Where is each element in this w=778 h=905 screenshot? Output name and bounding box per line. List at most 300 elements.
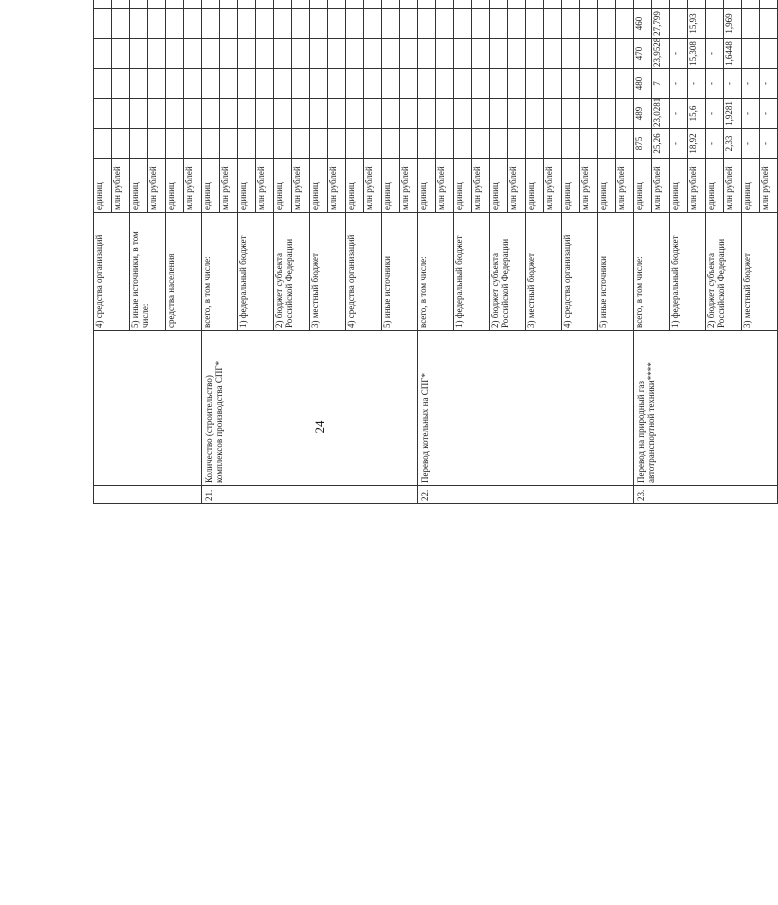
value-cell <box>634 0 652 9</box>
value-cell <box>238 39 256 69</box>
value-cell <box>454 39 472 69</box>
unit-cell: млн рублей <box>436 159 454 213</box>
value-cell <box>472 129 490 159</box>
value-cell <box>346 69 364 99</box>
value-cell <box>346 39 364 69</box>
funding-source: 4) средства организаций <box>346 213 382 331</box>
value-cell <box>616 9 634 39</box>
value-cell: 23,9528 <box>652 39 670 69</box>
value-cell <box>490 129 508 159</box>
value-cell <box>436 39 454 69</box>
value-cell <box>274 129 292 159</box>
value-cell: - <box>706 69 724 99</box>
unit-cell: млн рублей <box>472 159 490 213</box>
table-row <box>94 0 112 504</box>
value-cell <box>472 69 490 99</box>
value-cell <box>148 69 166 99</box>
value-cell <box>670 0 688 9</box>
value-cell: - <box>706 99 724 129</box>
funding-source: всего, в том числе: <box>634 213 670 331</box>
value-cell <box>148 39 166 69</box>
value-cell <box>382 39 400 69</box>
value-cell <box>760 0 778 9</box>
value-cell <box>328 0 346 9</box>
value-cell <box>418 69 436 99</box>
value-cell <box>436 9 454 39</box>
unit-cell: единиц <box>598 159 616 213</box>
value-cell <box>184 129 202 159</box>
value-cell <box>598 69 616 99</box>
value-cell: - <box>706 129 724 159</box>
unit-cell: млн рублей <box>400 159 418 213</box>
value-cell <box>382 129 400 159</box>
value-cell <box>760 39 778 69</box>
value-cell <box>508 39 526 69</box>
value-cell <box>364 9 382 39</box>
unit-cell: единиц <box>490 159 508 213</box>
unit-cell: млн рублей <box>616 159 634 213</box>
value-cell <box>292 9 310 39</box>
table-body <box>94 0 778 504</box>
value-cell <box>490 39 508 69</box>
value-cell <box>130 99 148 129</box>
value-cell <box>598 9 616 39</box>
value-cell <box>364 0 382 9</box>
value-cell <box>562 69 580 99</box>
value-cell <box>220 99 238 129</box>
value-cell <box>202 9 220 39</box>
unit-cell: единиц <box>562 159 580 213</box>
unit-cell: единиц <box>130 159 148 213</box>
value-cell: 7 <box>652 69 670 99</box>
value-cell <box>94 69 112 99</box>
funding-source: 5) иные источники <box>382 213 418 331</box>
value-cell <box>544 69 562 99</box>
value-cell <box>346 129 364 159</box>
value-cell: 480 <box>634 69 652 99</box>
value-cell <box>94 0 112 9</box>
value-cell: - <box>670 69 688 99</box>
value-cell: 470 <box>634 39 652 69</box>
value-cell <box>346 9 364 39</box>
funding-source: 2) бюджет субъекта Российской Федерации <box>706 213 742 331</box>
unit-cell: единиц <box>454 159 472 213</box>
value-cell <box>238 9 256 39</box>
unit-cell: млн рублей <box>364 159 382 213</box>
unit-cell: млн рублей <box>724 159 742 213</box>
value-cell <box>364 99 382 129</box>
value-cell <box>472 39 490 69</box>
value-cell <box>112 9 130 39</box>
value-cell <box>166 129 184 159</box>
value-cell <box>112 99 130 129</box>
unit-cell: единиц <box>94 159 112 213</box>
value-cell <box>436 69 454 99</box>
value-cell <box>328 129 346 159</box>
unit-cell: единиц <box>166 159 184 213</box>
value-cell <box>310 9 328 39</box>
value-cell <box>400 99 418 129</box>
section-title: Количество (строительство) комплексов производства СПГ* <box>202 331 418 486</box>
value-cell <box>526 69 544 99</box>
value-cell <box>616 99 634 129</box>
value-cell <box>688 0 706 9</box>
value-cell <box>292 69 310 99</box>
value-cell <box>742 9 760 39</box>
value-cell <box>292 129 310 159</box>
value-cell <box>148 129 166 159</box>
value-cell <box>256 9 274 39</box>
value-cell: 1,6448 <box>724 39 742 69</box>
value-cell: - <box>670 129 688 159</box>
value-cell <box>580 0 598 9</box>
value-cell <box>652 0 670 9</box>
value-cell <box>274 69 292 99</box>
funding-source: 2) бюджет субъекта Российской Федерации <box>274 213 310 331</box>
value-cell: - <box>706 39 724 69</box>
value-cell <box>130 9 148 39</box>
value-cell <box>670 9 688 39</box>
value-cell <box>526 129 544 159</box>
value-cell <box>742 39 760 69</box>
value-cell <box>274 0 292 9</box>
value-cell <box>310 0 328 9</box>
value-cell <box>94 129 112 159</box>
value-cell: - <box>670 99 688 129</box>
value-cell <box>616 0 634 9</box>
value-cell <box>148 9 166 39</box>
value-cell <box>580 39 598 69</box>
value-cell <box>364 69 382 99</box>
value-cell <box>418 39 436 69</box>
value-cell <box>472 9 490 39</box>
value-cell <box>112 39 130 69</box>
funding-source: 3) местный бюджет <box>310 213 346 331</box>
value-cell <box>544 39 562 69</box>
value-cell <box>130 129 148 159</box>
value-cell <box>220 39 238 69</box>
value-cell <box>382 99 400 129</box>
value-cell <box>310 99 328 129</box>
value-cell <box>328 99 346 129</box>
value-cell <box>184 69 202 99</box>
unit-cell: единиц <box>202 159 220 213</box>
value-cell <box>580 9 598 39</box>
unit-cell: млн рублей <box>760 159 778 213</box>
value-cell <box>454 129 472 159</box>
section-number: 21. <box>202 486 418 504</box>
value-cell <box>202 0 220 9</box>
unit-cell: млн рублей <box>580 159 598 213</box>
value-cell <box>508 69 526 99</box>
value-cell <box>256 99 274 129</box>
value-cell <box>94 99 112 129</box>
value-cell <box>418 0 436 9</box>
funding-source: всего, в том числе: <box>418 213 454 331</box>
value-cell: 1,9281 <box>724 99 742 129</box>
value-cell <box>418 129 436 159</box>
page-number: 24 <box>312 420 327 434</box>
value-cell <box>526 39 544 69</box>
value-cell <box>454 69 472 99</box>
value-cell <box>220 69 238 99</box>
value-cell <box>526 0 544 9</box>
funding-source: 1) федеральный бюджет <box>238 213 274 331</box>
value-cell <box>616 69 634 99</box>
unit-cell: млн рублей <box>328 159 346 213</box>
value-cell <box>94 39 112 69</box>
value-cell <box>490 99 508 129</box>
value-cell <box>148 0 166 9</box>
unit-cell: млн рублей <box>256 159 274 213</box>
unit-cell: млн рублей <box>184 159 202 213</box>
value-cell <box>400 69 418 99</box>
value-cell <box>454 9 472 39</box>
value-cell <box>220 0 238 9</box>
value-cell <box>364 39 382 69</box>
value-cell: 460 <box>634 9 652 39</box>
value-cell <box>544 129 562 159</box>
value-cell <box>598 129 616 159</box>
value-cell <box>562 129 580 159</box>
value-cell <box>706 9 724 39</box>
value-cell <box>328 39 346 69</box>
funding-source: 4) средства организаций <box>94 213 130 331</box>
value-cell <box>382 0 400 9</box>
value-cell <box>562 99 580 129</box>
value-cell <box>292 0 310 9</box>
value-cell <box>166 0 184 9</box>
value-cell: 15,308 <box>688 39 706 69</box>
value-cell <box>400 39 418 69</box>
value-cell <box>508 0 526 9</box>
unit-cell: млн рублей <box>508 159 526 213</box>
value-cell <box>382 9 400 39</box>
value-cell <box>238 129 256 159</box>
value-cell <box>418 99 436 129</box>
section-number <box>94 486 202 504</box>
value-cell <box>310 69 328 99</box>
value-cell <box>400 9 418 39</box>
value-cell <box>274 99 292 129</box>
value-cell <box>202 69 220 99</box>
value-cell <box>544 9 562 39</box>
value-cell <box>112 129 130 159</box>
unit-cell: единиц <box>274 159 292 213</box>
value-cell <box>238 0 256 9</box>
unit-cell: единиц <box>706 159 724 213</box>
unit-cell: единиц <box>670 159 688 213</box>
value-cell: - <box>760 99 778 129</box>
value-cell <box>238 69 256 99</box>
value-cell <box>472 0 490 9</box>
value-cell <box>760 9 778 39</box>
value-cell <box>472 99 490 129</box>
value-cell: 27,799 <box>652 9 670 39</box>
value-cell: 875 <box>634 129 652 159</box>
value-cell <box>544 0 562 9</box>
unit-cell: единиц <box>742 159 760 213</box>
table-viewport <box>93 11 770 839</box>
value-cell <box>202 129 220 159</box>
unit-cell: млн рублей <box>148 159 166 213</box>
unit-cell: единиц <box>346 159 364 213</box>
value-cell <box>598 39 616 69</box>
funding-source: средства населения <box>166 213 202 331</box>
value-cell <box>436 0 454 9</box>
value-cell <box>382 69 400 99</box>
value-cell: - <box>670 39 688 69</box>
value-cell: 1,969 <box>724 9 742 39</box>
value-cell: - <box>760 129 778 159</box>
unit-cell: млн рублей <box>688 159 706 213</box>
value-cell: 15,6 <box>688 99 706 129</box>
value-cell <box>202 99 220 129</box>
value-cell <box>580 129 598 159</box>
value-cell <box>112 0 130 9</box>
value-cell <box>562 9 580 39</box>
value-cell <box>256 0 274 9</box>
value-cell <box>292 99 310 129</box>
table-row <box>418 0 436 504</box>
value-cell: - <box>742 129 760 159</box>
value-cell <box>310 129 328 159</box>
section-number: 23. <box>634 486 778 504</box>
value-cell <box>742 0 760 9</box>
value-cell <box>346 0 364 9</box>
value-cell <box>148 99 166 129</box>
value-cell <box>256 129 274 159</box>
value-cell <box>202 39 220 69</box>
value-cell <box>526 9 544 39</box>
value-cell <box>490 9 508 39</box>
value-cell <box>580 99 598 129</box>
value-cell <box>364 129 382 159</box>
unit-cell: млн рублей <box>652 159 670 213</box>
value-cell <box>724 0 742 9</box>
value-cell <box>166 99 184 129</box>
value-cell <box>166 9 184 39</box>
unit-cell: млн рублей <box>544 159 562 213</box>
value-cell <box>598 99 616 129</box>
section-title: Перевод на природный газ автотранспортной техники**** <box>634 331 778 486</box>
value-cell <box>508 9 526 39</box>
value-cell <box>706 0 724 9</box>
funding-source: всего, в том числе: <box>202 213 238 331</box>
value-cell: - <box>724 69 742 99</box>
value-cell <box>436 99 454 129</box>
value-cell: 2,33 <box>724 129 742 159</box>
value-cell <box>598 0 616 9</box>
unit-cell: единиц <box>418 159 436 213</box>
value-cell <box>130 69 148 99</box>
value-cell <box>454 0 472 9</box>
value-cell <box>166 39 184 69</box>
unit-cell: единиц <box>526 159 544 213</box>
value-cell <box>616 129 634 159</box>
unit-cell: единиц <box>382 159 400 213</box>
funding-source: 4) средства организаций <box>562 213 598 331</box>
value-cell: 25,26 <box>652 129 670 159</box>
value-cell: 23,0281 <box>652 99 670 129</box>
value-cell <box>490 69 508 99</box>
funding-source: 5) иные источники, в том числе: <box>130 213 166 331</box>
funding-source: 3) местный бюджет <box>526 213 562 331</box>
funding-source: 3) местный бюджет <box>742 213 778 331</box>
value-cell: 489 <box>634 99 652 129</box>
value-cell <box>310 39 328 69</box>
value-cell <box>400 0 418 9</box>
value-cell <box>292 39 310 69</box>
value-cell: 18,92 <box>688 129 706 159</box>
value-cell <box>184 0 202 9</box>
value-cell <box>562 0 580 9</box>
value-cell: 15,93 <box>688 9 706 39</box>
unit-cell: млн рублей <box>220 159 238 213</box>
value-cell <box>130 0 148 9</box>
unit-cell: млн рублей <box>292 159 310 213</box>
value-cell <box>220 9 238 39</box>
value-cell <box>328 69 346 99</box>
table-row <box>202 0 220 504</box>
value-cell <box>508 129 526 159</box>
value-cell <box>418 9 436 39</box>
value-cell <box>580 69 598 99</box>
value-cell <box>346 99 364 129</box>
value-cell: - <box>742 69 760 99</box>
value-cell <box>400 129 418 159</box>
section-number: 22. <box>418 486 634 504</box>
unit-cell: единиц <box>310 159 328 213</box>
value-cell <box>544 99 562 129</box>
value-cell <box>238 99 256 129</box>
funding-source: 1) федеральный бюджет <box>454 213 490 331</box>
value-cell <box>454 99 472 129</box>
funding-source: 1) федеральный бюджет <box>670 213 706 331</box>
value-cell: - <box>742 99 760 129</box>
value-cell <box>436 129 454 159</box>
section-title: Перевод котельных на СПГ* <box>418 331 634 486</box>
unit-cell: единиц <box>238 159 256 213</box>
value-cell <box>508 99 526 129</box>
funding-source: 5) иные источники <box>598 213 634 331</box>
value-cell <box>184 39 202 69</box>
unit-cell: млн рублей <box>112 159 130 213</box>
value-cell <box>526 99 544 129</box>
value-cell <box>184 99 202 129</box>
value-cell: - <box>760 69 778 99</box>
value-cell <box>490 0 508 9</box>
value-cell <box>274 9 292 39</box>
program-table <box>93 0 778 504</box>
value-cell <box>274 39 292 69</box>
value-cell <box>220 129 238 159</box>
value-cell: - <box>688 69 706 99</box>
table-row <box>634 0 652 504</box>
value-cell <box>256 69 274 99</box>
section-title <box>94 331 202 486</box>
value-cell <box>256 39 274 69</box>
funding-source: 2) бюджет субъекта Российской Федерации <box>490 213 526 331</box>
unit-cell: единиц <box>634 159 652 213</box>
value-cell <box>94 9 112 39</box>
value-cell <box>130 39 148 69</box>
value-cell <box>562 39 580 69</box>
value-cell <box>112 69 130 99</box>
value-cell <box>616 39 634 69</box>
value-cell <box>166 69 184 99</box>
value-cell <box>328 9 346 39</box>
